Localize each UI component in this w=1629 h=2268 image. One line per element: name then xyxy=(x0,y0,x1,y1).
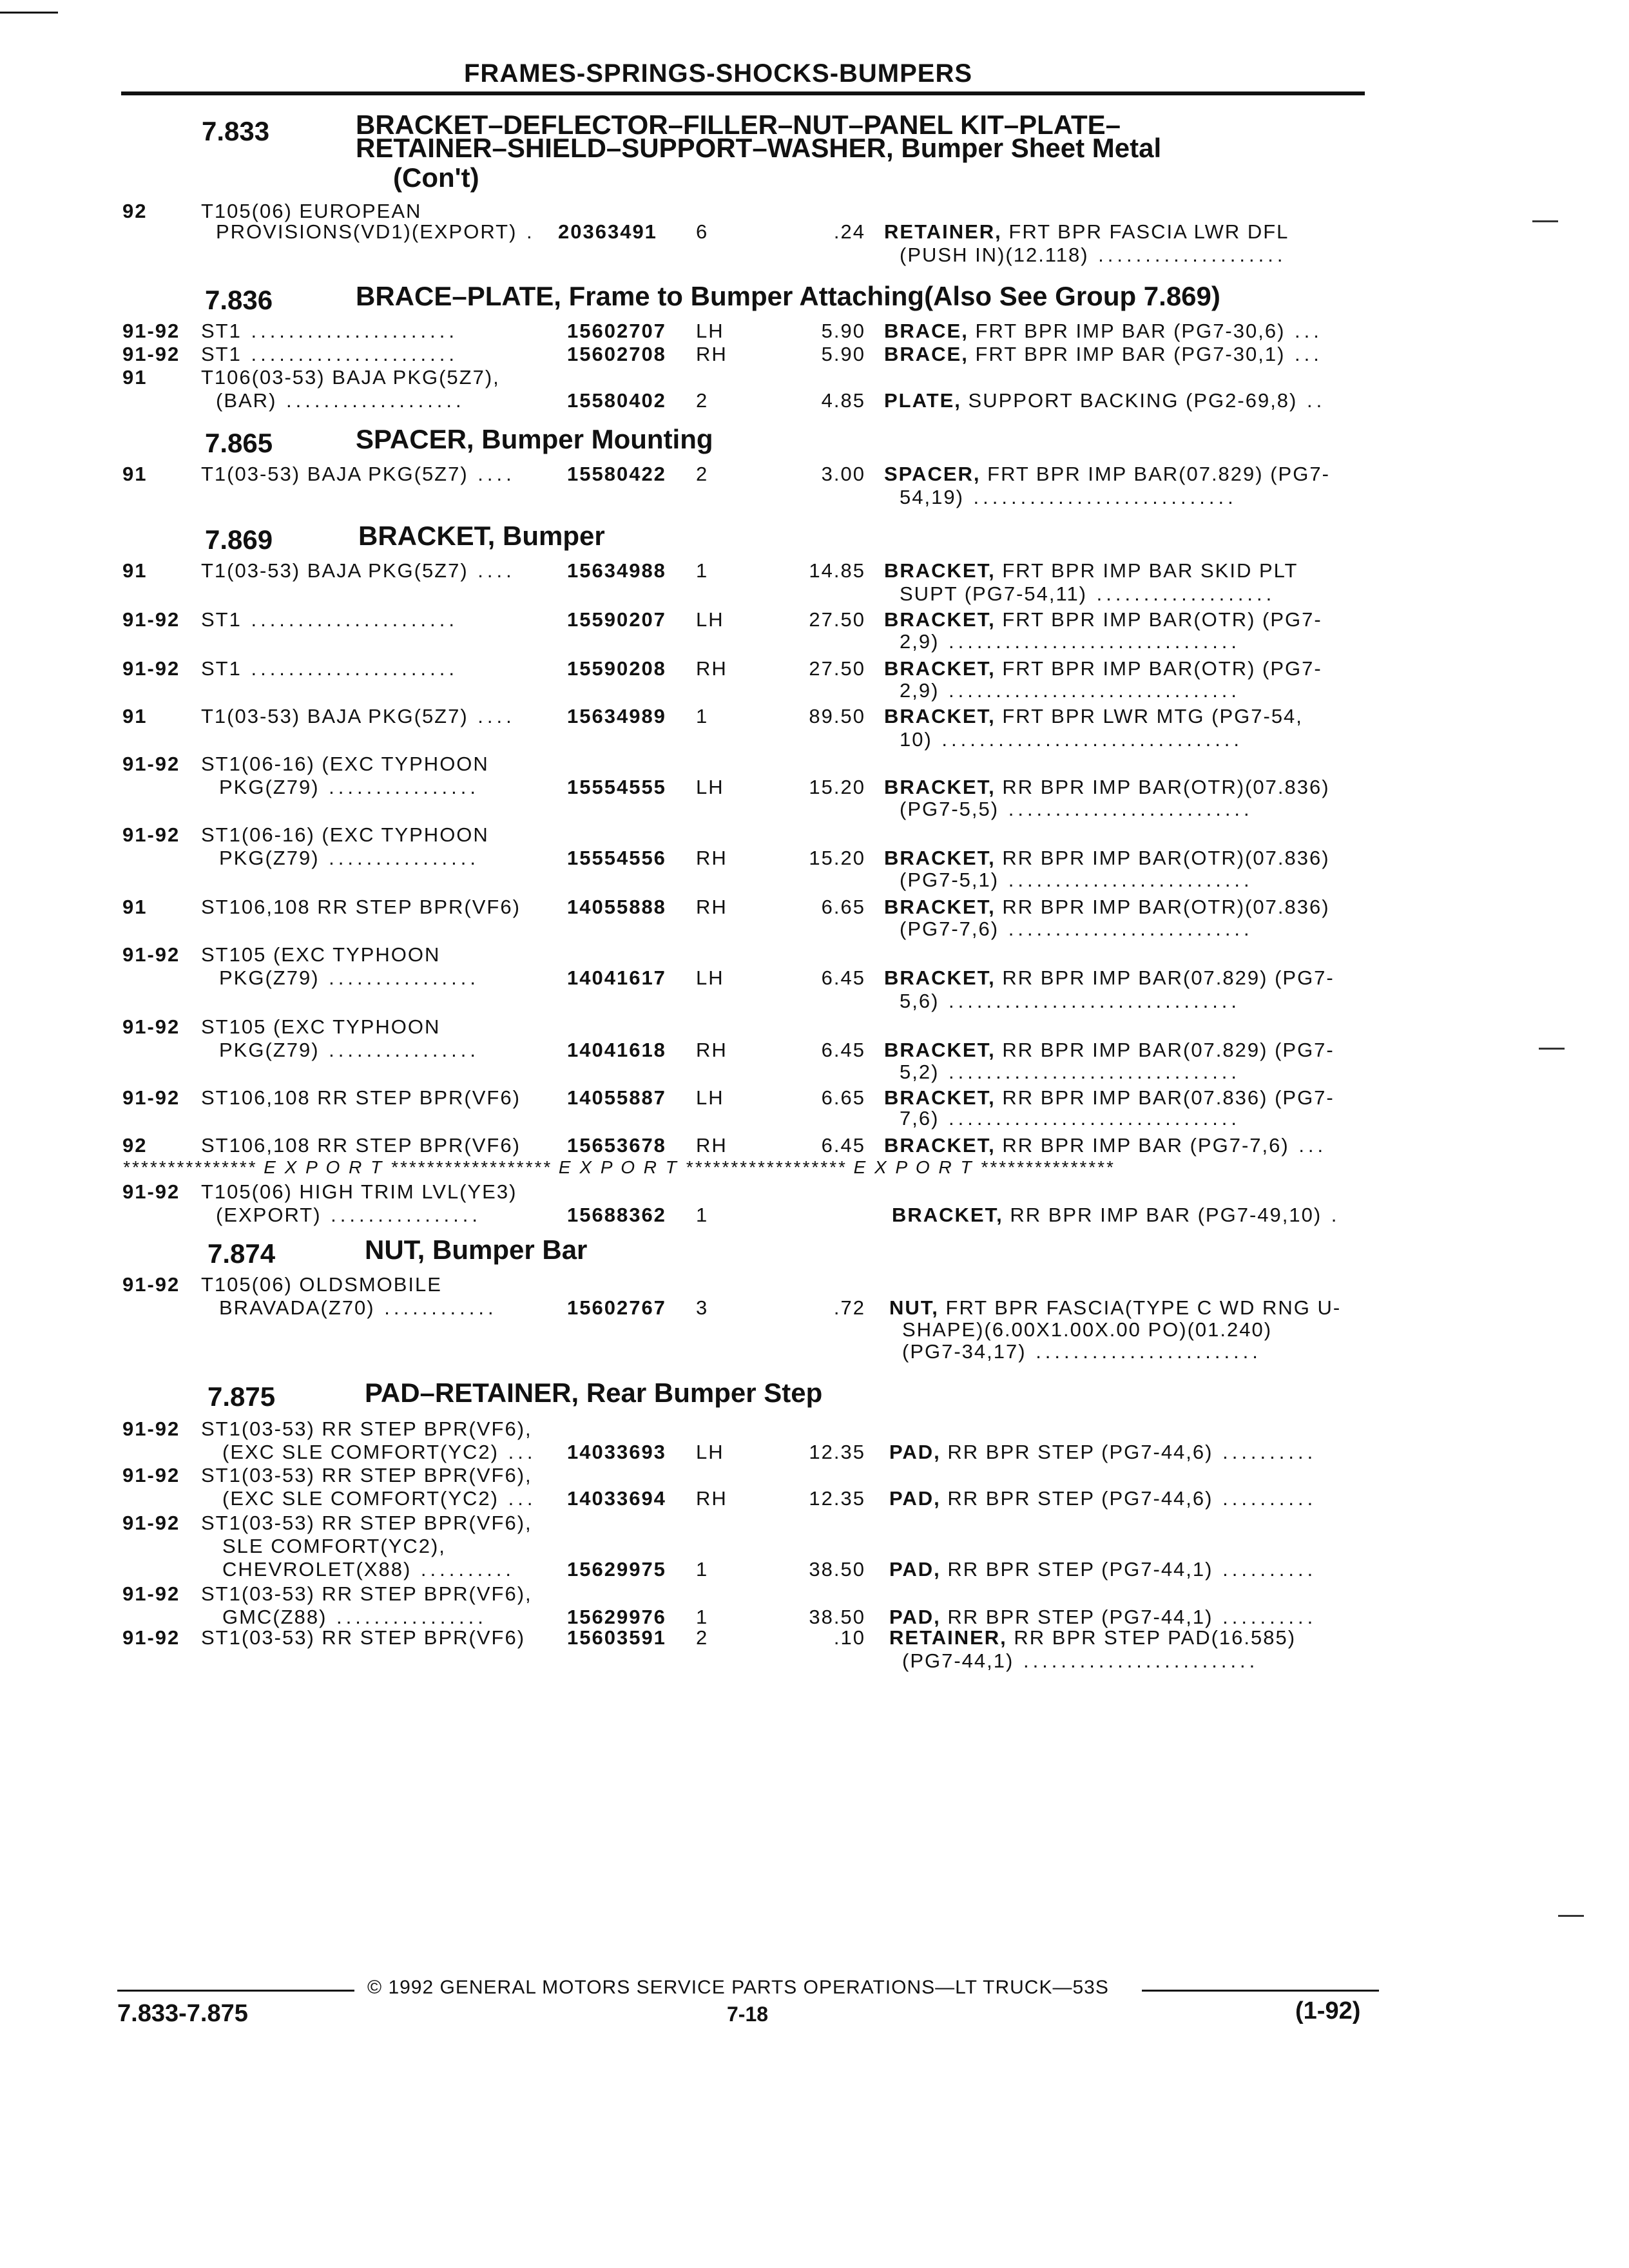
footer-rule-right xyxy=(1142,1990,1379,1992)
footer-copyright: © 1992 GENERAL MOTORS SERVICE PARTS OPERATIONS—LT TRUCK—53S xyxy=(367,1977,1109,1998)
group-title: NUT, Bumper Bar xyxy=(365,1235,588,1265)
margin-mark xyxy=(1532,220,1558,222)
page-header: FRAMES-SPRINGS-SHOCKS-BUMPERS xyxy=(464,59,973,88)
group-number: 7.875 xyxy=(207,1381,276,1412)
group-title: PAD–RETAINER, Rear Bumper Step xyxy=(365,1378,823,1408)
margin-mark xyxy=(1558,1915,1584,1917)
group-title-cont: RETAINER–SHIELD–SUPPORT–WASHER, Bumper Sheet Metal xyxy=(356,133,1162,163)
footer-date: (1-92) xyxy=(1295,1997,1361,2024)
header-rule xyxy=(121,91,1365,95)
group-number: 7.836 xyxy=(205,285,273,315)
group-number: 7.865 xyxy=(205,428,273,458)
export-separator: *************** E X P O R T ****************** E X P O R T ****************** E X P O R T *************** xyxy=(122,1157,1115,1177)
group-number: 7.869 xyxy=(205,524,273,555)
group-title-cont: (Con't) xyxy=(393,162,479,193)
group-number: 7.833 xyxy=(202,116,270,146)
footer-range: 7.833-7.875 xyxy=(117,2000,248,2027)
group-title: BRACKET–DEFLECTOR–FILLER–NUT–PANEL KIT–PLATE– xyxy=(356,110,1121,140)
group-title: BRACKET, Bumper xyxy=(358,521,605,551)
group-title: BRACE–PLATE, Frame to Bumper Attaching(Also See Group 7.869) xyxy=(356,281,1220,311)
footer-page: 7-18 xyxy=(727,2003,769,2026)
footer-rule-left xyxy=(117,1990,354,1992)
corner-mark xyxy=(0,12,58,14)
margin-mark xyxy=(1539,1048,1565,1050)
group-title: SPACER, Bumper Mounting xyxy=(356,424,713,454)
group-number: 7.874 xyxy=(207,1238,276,1269)
